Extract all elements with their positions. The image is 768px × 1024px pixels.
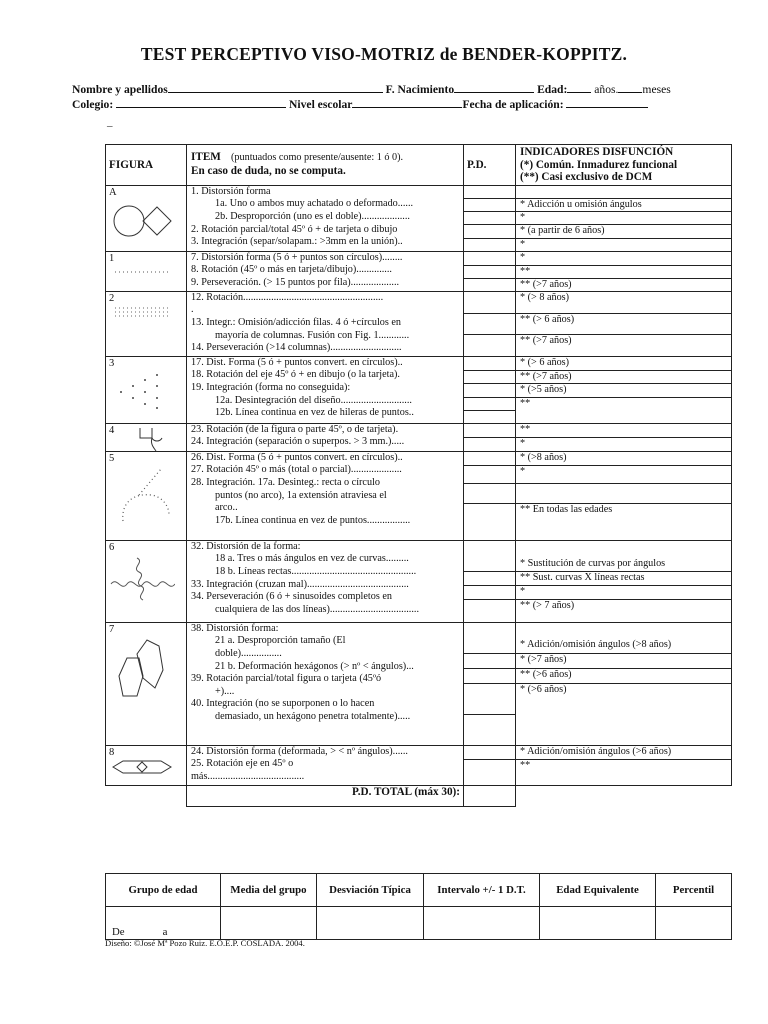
table-row	[106, 356, 732, 423]
indicators-cell	[516, 745, 732, 785]
indicator-text: * (a partir de 6 años)	[516, 225, 731, 239]
pd-cell[interactable]	[464, 451, 516, 540]
indicator-text: *	[516, 466, 731, 484]
item-text: 21 b. Deformación hexágonos (> nº < ángulos)...	[215, 660, 414, 672]
indicator-text: ** (>6 años)	[516, 669, 731, 684]
item-text: 17. Dist. Forma (5 ó + puntos convert. en círculos)..	[191, 356, 403, 368]
table-row	[106, 451, 732, 540]
figure-cell	[106, 423, 187, 451]
item-text: doble)................	[215, 647, 282, 659]
figure-5-drawing	[109, 465, 175, 525]
fecha-field[interactable]	[566, 97, 648, 108]
item-text: 3. Integración (separ/solapam.: >3mm en la unión)..	[191, 236, 403, 248]
item-text: 39. Rotación parcial/total figura o tarjeta (45ºó	[191, 673, 382, 685]
item-text: 34. Perseveración (6 ó + sinusoides completos en	[191, 591, 392, 603]
table-row	[106, 291, 732, 356]
pd-header: P.D.	[464, 145, 516, 186]
table-row	[106, 622, 732, 745]
a-label: a	[162, 926, 168, 938]
figure-label: 6	[109, 541, 115, 553]
item-text: 17b. Línea continua en vez de puntos.................	[215, 514, 411, 526]
media-header: Media del grupo	[221, 874, 317, 907]
indicator-text: * (>6 años)	[520, 683, 567, 695]
norms-table	[105, 873, 732, 940]
edad-equivalente-field[interactable]	[540, 907, 656, 940]
anos-label: años.	[594, 83, 619, 96]
figure-4-drawing	[136, 426, 166, 452]
item-text: 12b. Línea continua en vez de hileras de puntos..	[215, 407, 414, 419]
indicator-text: *	[520, 238, 526, 250]
meses-label: meses	[642, 83, 671, 96]
item-header-line2: En caso de duda, no se computa.	[191, 164, 346, 177]
nacimiento-label: F. Nacimiento	[385, 83, 455, 96]
figure-3-drawing	[109, 370, 175, 410]
item-text: 23. Rotación (de la figura o parte 45º, o de tarjeta).	[191, 423, 399, 435]
desviacion-field[interactable]	[317, 907, 424, 940]
colegio-label: Colegio	[72, 98, 110, 111]
item-text: 18 a. Tres o más ángulos en vez de curvas.........	[215, 553, 409, 565]
figure-cell	[106, 622, 187, 745]
figure-cell	[106, 745, 187, 785]
indicators-cell	[516, 291, 732, 356]
norms-value-row	[106, 907, 732, 940]
pd-cell[interactable]	[464, 540, 516, 622]
indicator-text: * (>8 años)	[516, 452, 731, 466]
indicator-text: ** (>7 años)	[516, 371, 731, 384]
figure-7-drawing	[109, 636, 175, 706]
figure-label: 2	[109, 292, 115, 304]
nivel-label: Nivel escolar	[289, 98, 353, 111]
item-text: puntos (no arco), 1a extensión atraviesa el	[215, 489, 387, 501]
indicator-text	[516, 484, 731, 504]
item-text: 2b. Desproporción (uno es el doble)...................	[215, 210, 410, 222]
item-header	[187, 145, 464, 186]
indicator-text: **	[520, 397, 531, 409]
item-text: 7. Distorsión forma (5 ó + puntos son círculos)........	[191, 251, 403, 263]
indicator-text: * (>7 años)	[516, 654, 731, 669]
indicator-text: ** (> 7 años)	[520, 599, 575, 611]
nacimiento-field[interactable]	[454, 82, 534, 93]
ind-header-3: (**) Casi exclusivo de DCM	[520, 171, 653, 184]
pd-cell[interactable]	[464, 423, 516, 451]
intervalo-field[interactable]	[424, 907, 540, 940]
indicator-text: *	[520, 437, 526, 449]
item-text: 14. Perseveración (>14 columnas)............................	[191, 342, 402, 354]
table-header-row	[106, 145, 732, 186]
figure-label: 7	[109, 623, 115, 635]
fecha-label: Fecha de aplicación:	[462, 98, 564, 111]
pd-cell[interactable]	[464, 622, 516, 745]
ind-header-2: (*) Común. Inmadurez funcional	[520, 158, 678, 171]
indicator-text: **	[516, 266, 731, 279]
page-title: TEST PERCEPTIVO VISO-MOTRIZ de BENDER-KOPPITZ.	[140, 44, 628, 64]
grupo-edad-header: Grupo de edad	[106, 874, 221, 907]
edad-meses-field[interactable]	[618, 82, 642, 93]
item-text: 18 b. Líneas rectas.................................................	[215, 565, 417, 577]
item-text: 25. Rotación eje en 45º o	[191, 758, 294, 770]
ind-header-1: INDICADORES DISFUNCIÓN	[520, 146, 674, 158]
indicator-text: ** En todas las edades	[520, 503, 613, 515]
items-cell	[187, 291, 464, 356]
table-row	[106, 185, 732, 251]
header-line-1	[72, 82, 732, 96]
nombre-label: Nombre y apellidos	[72, 83, 168, 96]
de-label: De	[112, 926, 125, 938]
figure-cell	[106, 251, 187, 291]
indicator-text: ** (> 6 años)	[516, 314, 731, 335]
indicator-text: ** (>7 años)	[520, 278, 572, 290]
total-label: P.D. TOTAL (máx 30):	[187, 785, 464, 806]
indicator-text: * Adición/omisión ángulos (>6 años)	[516, 746, 731, 760]
indicator-text: **	[520, 759, 531, 771]
items-cell	[187, 540, 464, 622]
item-text: mayoría de columnas. Fusión con Fig. 1............	[215, 329, 410, 341]
table-row	[106, 540, 732, 622]
items-cell	[187, 251, 464, 291]
figure-label: 3	[109, 357, 115, 369]
table-row	[106, 251, 732, 291]
indicator-text: * (> 8 años)	[516, 292, 731, 314]
item-text: 33. Integración (cruzan mal)........................................	[191, 578, 409, 590]
header-line-2: Colegio: Nivel escolar Fecha de aplicación:	[72, 97, 732, 111]
items-table	[105, 144, 732, 807]
items-cell	[187, 745, 464, 785]
item-text: 2. Rotación parcial/total 45º ó + de tarjeta o dibujo	[191, 223, 398, 235]
item-text: 8. Rotación (45º o más en tarjeta/dibujo)..............	[191, 264, 392, 276]
indicator-text: ** Sust. curvas X líneas rectas	[516, 572, 731, 586]
indicators-cell	[516, 451, 732, 540]
figure-label: 4	[109, 424, 115, 436]
figure-label: 1	[109, 252, 115, 264]
items-cell	[187, 423, 464, 451]
item-text: más......................................	[191, 770, 305, 782]
items-cell	[187, 622, 464, 745]
norms-header-row	[106, 874, 732, 907]
edad-equivalente-header: Edad Equivalente	[540, 874, 656, 907]
indicator-line: * Sustitución de curvas por ángulos	[520, 557, 666, 569]
item-text: demasiado, un hexágono penetra totalmente).....	[215, 710, 411, 722]
item-header-note: (puntuados como presente/ausente: 1 ó 0).	[231, 152, 404, 164]
figure-label: 8	[109, 746, 115, 758]
item-text: cualquiera de las dos líneas)...................................	[215, 603, 419, 615]
grupo-edad-field[interactable]	[106, 907, 221, 940]
indicators-cell	[516, 423, 732, 451]
nombre-field[interactable]	[168, 82, 383, 93]
pd-cell[interactable]	[464, 291, 516, 356]
pd-cell[interactable]	[464, 356, 516, 423]
percentil-header: Percentil	[656, 874, 732, 907]
indicators-cell	[516, 356, 732, 423]
nivel-field[interactable]	[352, 97, 462, 108]
item-text: 9. Perseveración. (> 15 puntos por fila)...................	[191, 276, 400, 288]
item-text: 12. Rotación.......................................................	[191, 291, 384, 303]
item-text: 18. Rotación del eje 45º ó + en dibujo (o la tarjeta).	[191, 369, 400, 381]
empty-cell	[106, 785, 187, 806]
item-text: 27. Rotación 45º o más (total o parcial)....................	[191, 464, 402, 476]
item-text: 28. Integración. 17a. Desinteg.: recta o círculo	[191, 476, 380, 488]
item-text: 21 a. Desproporción tamaño (El	[215, 635, 346, 647]
table-row	[106, 745, 732, 785]
item-text: 19. Integración (forma no conseguida):	[191, 381, 351, 393]
item-text: 12a. Desintegración del diseño............................	[215, 394, 412, 406]
items-cell	[187, 356, 464, 423]
indicators-cell	[516, 622, 732, 745]
figure-8-drawing	[109, 759, 175, 775]
figure-1-drawing	[109, 265, 175, 279]
indicators-cell	[516, 540, 732, 622]
item-text: arco..	[215, 502, 238, 514]
indicator-text: * (> 6 años)	[516, 357, 731, 371]
indicator-text: * Adicción u omisión ángulos	[516, 199, 731, 212]
figure-cell	[106, 356, 187, 423]
item-text: 1a. Uno o ambos muy achatado o deformado......	[215, 198, 414, 210]
item-text: 1. Distorsión forma	[191, 185, 271, 197]
total-pd-field[interactable]	[464, 785, 516, 806]
item-text: 13. Integr.: Omisión/adicción filas. 4 ó +círculos en	[191, 316, 402, 328]
item-text: 32. Distorsión de la forma:	[191, 540, 301, 552]
edad-anos-field[interactable]	[567, 82, 591, 93]
colegio-field[interactable]	[116, 97, 286, 108]
pd-cell[interactable]	[464, 185, 516, 251]
media-field[interactable]	[221, 907, 317, 940]
indicator-line: * Adición/omisión ángulos (>8 años)	[520, 638, 672, 650]
indicator-text: *	[516, 586, 731, 600]
indicator-text	[516, 541, 731, 572]
pd-cell[interactable]	[464, 251, 516, 291]
pd-cell[interactable]	[464, 745, 516, 785]
item-header-title: ITEM	[191, 151, 221, 164]
desviacion-header: Desviación Típica	[317, 874, 424, 907]
figure-cell	[106, 540, 187, 622]
indicators-cell	[516, 185, 732, 251]
figura-header: FIGURA	[106, 145, 187, 186]
figure-a-drawing	[109, 199, 175, 249]
empty-cell	[516, 785, 732, 806]
figure-cell	[106, 291, 187, 356]
indicadores-header	[516, 145, 732, 186]
item-text: +)....	[215, 685, 235, 697]
figure-label: A	[109, 186, 117, 198]
item-text: 40. Integración (no se suporponen o lo hacen	[191, 698, 375, 710]
indicator-text: *	[516, 252, 731, 266]
figure-6-drawing	[109, 554, 175, 602]
item-text: 24. Integración (separación o superpos. > 3 mm.).....	[191, 436, 405, 448]
indicator-text: * (>5 años)	[516, 384, 731, 398]
figure-label: 5	[109, 452, 115, 464]
intervalo-header: Intervalo +/- 1 D.T.	[424, 874, 540, 907]
table-row	[106, 423, 732, 451]
items-cell	[187, 451, 464, 540]
figure-cell	[106, 451, 187, 540]
edad-label: Edad:	[537, 83, 568, 96]
figure-cell	[106, 185, 187, 251]
total-row	[106, 785, 732, 806]
items-cell	[187, 185, 464, 251]
footer-credit: Diseño: ©José Mª Pozo Ruiz. E.O.E.P. COSLADA. 2004.	[105, 938, 305, 948]
item-text: .	[191, 304, 194, 316]
indicator-text: ** (>7 años)	[520, 334, 572, 346]
indicators-cell	[516, 251, 732, 291]
figure-2-drawing	[109, 305, 175, 319]
indicator-text	[516, 186, 731, 199]
stray-dash: _	[107, 116, 113, 128]
item-text: 38. Distorsión forma:	[191, 622, 279, 634]
indicator-text: **	[516, 424, 731, 438]
item-text: 24. Distorsión forma (deformada, > < nº ángulos)......	[191, 745, 408, 757]
percentil-field[interactable]	[656, 907, 732, 940]
indicator-text	[516, 623, 731, 654]
item-text: 26. Dist. Forma (5 ó + puntos convert. en círculos)..	[191, 451, 403, 463]
indicator-text: *	[516, 212, 731, 225]
